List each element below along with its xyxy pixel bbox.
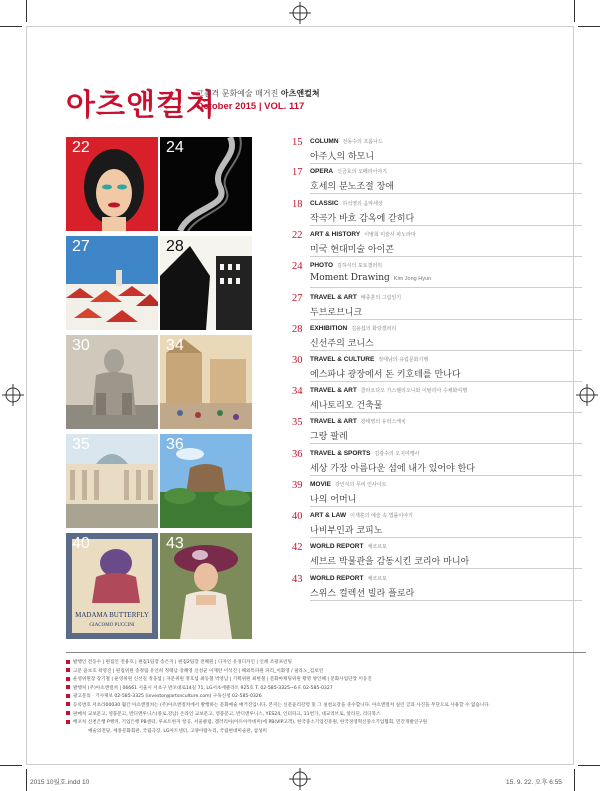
- toc-divider: [310, 475, 582, 476]
- credit-line: 발행인 전동수 | 편집인 전용호 | 편집1팀장 송은지 | 편집2팀장 전혜원 | 디자인 유경디자인 | 인쇄 조광프린팅: [66, 659, 586, 668]
- toc-divider: [310, 568, 582, 569]
- toc-subtitle: 콜라오다오 가스텔리오니와 이탈리아 수채화여행: [360, 388, 468, 394]
- toc-page: 43: [292, 574, 303, 585]
- toc-divider: [310, 443, 582, 444]
- page-number-label: 28: [166, 238, 184, 255]
- registration-mark-icon: [289, 2, 311, 24]
- toc-page: 18: [292, 199, 303, 210]
- file-slug: 2015 10월호.indd 10: [30, 779, 90, 786]
- thumbnail-40[interactable]: [66, 533, 158, 639]
- crop-mark: [26, 769, 27, 791]
- toc-section: EXHIBITION 김용섭의 화랑갤러리: [310, 325, 397, 332]
- toc-title: 미국 현대미술 아이콘: [310, 245, 394, 255]
- crop-mark: [0, 765, 22, 766]
- tagline: [196, 88, 320, 99]
- magazine-logo: 아츠앤컬쳐: [66, 88, 216, 123]
- credit-line: 고문 윤보호 곽영진 | 편집위원 송정림 유인희 정태남 장혜영 신성균 이재란 이석진 | 해외특파원 파리_이화영 / 필라노_김보연: [66, 668, 586, 677]
- toc-page: 39: [292, 480, 303, 491]
- credit-line: 등록번호 서초라00030 월간 아츠앤컬쳐는 (주)아츠앤컬쳐에서 발행하는 문화예술 매거진입니다. 본지는 신문윤리강령 및 그 실천요강을 준수합니다. 아츠앤컬쳐 실린 글과 사진을 무단으로 사용할 수 없습니다.: [66, 702, 586, 711]
- page-number-label: 36: [166, 436, 184, 453]
- toc-title: 세브르 박물관을 감동시킨 코리아 마니아: [310, 557, 470, 567]
- toc-section: TRAVEL & ART 장태영의 유러스케치: [310, 418, 406, 425]
- thumbnail-36[interactable]: [160, 434, 252, 528]
- toc-subtitle: 강인식의 무비 인사이트: [334, 482, 387, 488]
- toc-title: 그랑 팔레: [310, 432, 348, 442]
- thumbnail-43[interactable]: [160, 533, 252, 639]
- toc-page: 42: [292, 542, 303, 553]
- toc-title: 호세의 분노조절 장애: [310, 182, 394, 192]
- poster-composer: GIACOMO PUCCINI: [89, 623, 135, 628]
- registration-mark-icon: [576, 384, 598, 406]
- toc-divider: [310, 506, 582, 507]
- toc-subtitle: 전동수의 프롬나드: [342, 139, 383, 145]
- toc-page: 34: [292, 386, 303, 397]
- toc-subtitle: 장태영의 유러스케치: [360, 419, 406, 425]
- toc-subtitle: 체코르포: [367, 576, 387, 582]
- page-number-label: 43: [166, 535, 184, 552]
- thumbnail-30[interactable]: [66, 335, 158, 429]
- toc-subtitle: 김하식의 포토갤러리: [337, 263, 383, 269]
- toc-subtitle: 이병희 미술사 파노라마: [364, 232, 416, 238]
- toc-page: 40: [292, 511, 303, 522]
- toc-page: 28: [292, 324, 303, 335]
- crop-mark: [0, 26, 22, 27]
- toc-divider: [310, 537, 582, 538]
- toc-section: ART & LAW 이재훈의 예술 속 법률이야기: [310, 512, 413, 519]
- toc-divider: [310, 225, 582, 226]
- crop-mark: [574, 0, 575, 22]
- toc-subtitle: 이재훈의 예술 속 법률이야기: [350, 513, 413, 519]
- thumbnail-28[interactable]: [160, 236, 252, 330]
- toc-title: 나비부인과 코피노: [310, 526, 383, 536]
- toc-section: TRAVEL & ART 배종훈의 그림일기: [310, 294, 402, 301]
- toc-title: 작곡가 바흐 감옥에 갇히다: [310, 214, 415, 224]
- thumbnail-22[interactable]: [66, 137, 158, 231]
- page-number-label: 35: [72, 436, 90, 453]
- thumbnail-34[interactable]: [160, 335, 252, 429]
- page-number-label: 24: [166, 139, 184, 156]
- page-number-label: 22: [72, 139, 90, 156]
- tagline-prefix: 고품격 문화예술 매거진: [196, 89, 279, 98]
- crop-mark: [578, 765, 600, 766]
- toc-title-extra: Kim Jong Hyun: [393, 276, 432, 282]
- toc-section: CLASSIC 하석영의 음악세상: [310, 200, 383, 207]
- toc-page: 17: [292, 167, 303, 178]
- toc-section: MOVIE 강인식의 무비 인사이트: [310, 481, 387, 488]
- tagline-name: 아츠앤컬쳐: [280, 89, 320, 98]
- toc-page: 15: [292, 137, 303, 148]
- toc-divider: [310, 193, 582, 194]
- registration-mark-icon: [2, 384, 24, 406]
- toc-title: 두브로브니크: [310, 308, 363, 318]
- toc-divider: [310, 381, 582, 382]
- toc-title: 신선주의 코니스: [310, 339, 374, 349]
- issue-info: October 2015 | VOL. 117: [196, 101, 305, 112]
- page-number-label: 30: [72, 337, 90, 354]
- toc-section: TRAVEL & CULTURE 정태남의 유럽문화기행: [310, 356, 429, 363]
- toc-section: TRAVEL & SPORTS 김광수의 오지여행사: [310, 450, 420, 457]
- poster-title: MADAMA BUTTERFLY: [75, 611, 149, 619]
- toc-subtitle: 신금호의 오페라이야기: [337, 169, 388, 175]
- toc-title: 나의 어머니: [310, 495, 357, 505]
- toc-title: 스위스 컬렉션 빌라 플로라: [310, 589, 415, 599]
- toc-divider: [310, 600, 582, 601]
- print-timestamp: 15. 9. 22. 오후 6:55: [506, 779, 562, 786]
- credit-line: 발행처 (주)아츠앤컬쳐 | 06661 서울시 서초구 반포대로14길 71, LG서초에클라트 925호 T. 02-585-3325~6 F. 02-585-0327: [66, 685, 586, 694]
- toc-page: 30: [292, 355, 303, 366]
- toc-subtitle: 정태남의 유럽문화기행: [378, 357, 429, 363]
- registration-mark-icon: [289, 768, 311, 790]
- toc-page: 27: [292, 293, 303, 304]
- toc-title: 아주人의 하모니: [310, 152, 375, 162]
- toc-section: OPERA 신금호의 오페라이야기: [310, 168, 388, 175]
- toc-divider: [310, 319, 582, 320]
- credits-block: [66, 652, 586, 736]
- toc-section: COLUMN 전동수의 프롬나드: [310, 138, 383, 145]
- toc-divider: [310, 163, 582, 164]
- toc-title: 세상 가장 아름다운 섬에 내가 있어야 한다: [310, 464, 475, 474]
- toc-divider: [310, 350, 582, 351]
- page-number-label: 27: [72, 238, 90, 255]
- toc-section: TRAVEL & ART 콜라오다오 가스텔리오니와 이탈리아 수채화여행: [310, 387, 468, 394]
- toc-subtitle: 하석영의 음악세상: [342, 201, 383, 207]
- crop-mark: [26, 0, 27, 22]
- toc-subtitle: 체코르포: [367, 544, 387, 550]
- toc-section: WORLD REPORT 체코르포: [310, 543, 387, 550]
- crop-mark: [574, 769, 575, 791]
- credit-line: 예술의전당, 세종문화회관, 국립극장, LG아트센터, 고양아람누리, 국립현대미술관, 삼성미: [88, 728, 267, 734]
- thumbnail-24[interactable]: [160, 137, 252, 231]
- toc-section: ART & HISTORY 이병희 미술사 파노라마: [310, 231, 416, 238]
- toc-section: PHOTO 김하식의 포토갤러리: [310, 262, 383, 269]
- credit-line: 판매처 교보문고, 영풍문고, 반디앤루니스(종로,강남) 온라인 교보문고, 영풍문고, 반디앤루니스, YES24, 인터파크, 11번가, 대교리브로, 알라딘, 리디북스: [66, 711, 586, 720]
- credit-line: 광고문의 · 기사제보 02-585-3325 (investor@artsnculture.com) 구독신청 02-585-0326: [66, 693, 586, 702]
- toc-subtitle: 김광수의 오지여행사: [374, 451, 420, 457]
- thumbnail-35[interactable]: [66, 434, 158, 528]
- thumbnail-27[interactable]: [66, 236, 158, 330]
- toc-subtitle: 배종훈의 그림일기: [360, 295, 402, 301]
- toc-page: 35: [292, 417, 303, 428]
- toc-title: 에스파냐 광장에서 돈 키호테를 만나다: [310, 370, 461, 380]
- toc-divider: [310, 256, 582, 257]
- page-number-label: 34: [166, 337, 184, 354]
- toc-title: Moment Drawing Kim Jong Hyun: [310, 273, 432, 283]
- toc-subtitle: 김용섭의 화랑갤러리: [351, 326, 397, 332]
- toc-page: 22: [292, 230, 303, 241]
- toc-section: WORLD REPORT 체코르포: [310, 575, 387, 582]
- toc-divider: [310, 412, 582, 413]
- credit-line: 운영위원장 장기철 | 운영위원 신선길 정웅섭 | 자문위원 정호섭 최동철 박영남 | 기획위원 최현철 | 문화마케팅위원 황명 양인혜 | 문화사업단장 이동진: [66, 676, 586, 685]
- page-number-label: 40: [72, 535, 90, 552]
- toc-title: 세나토리오 건축물: [310, 401, 383, 411]
- toc-page: 24: [292, 261, 303, 272]
- toc-page: 36: [292, 449, 303, 460]
- toc-divider: [310, 287, 582, 288]
- crop-mark: [578, 26, 600, 27]
- credit-line: 배포처 신천은행 P뱅커, 기업은행 PB센터, 루프트한자 항공, 서울클럽, 갤러리아(아트아카데미)에 PB(VIP고객), 한국중소기업진흥원, 한국경영혁신중소기업협회, 민간개발연구원: [66, 719, 586, 728]
